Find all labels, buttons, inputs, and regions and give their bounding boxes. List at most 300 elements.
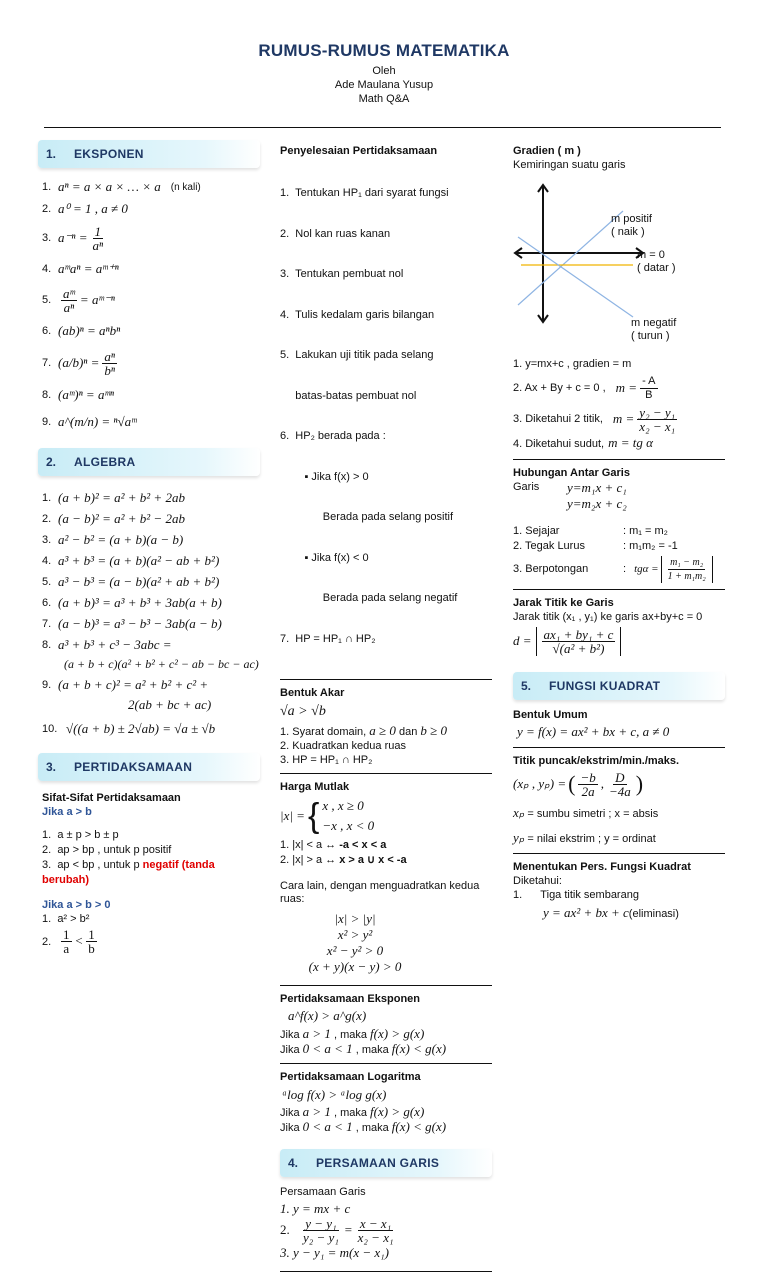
rule-value: : [623, 563, 627, 576]
page-title: RUMUS-RUMUS MATEMATIKA [258, 41, 510, 60]
formula: (xₚ , yₚ) = [513, 776, 567, 792]
fraction [301, 1217, 341, 1244]
item-number: 8. [42, 638, 52, 651]
fraction [61, 928, 72, 955]
denominator: x₂ − x₁ [357, 1229, 394, 1245]
akar-steps [280, 724, 492, 767]
case-item [42, 858, 260, 888]
divider [513, 747, 725, 748]
case-label: , maka [352, 1122, 392, 1135]
case-item [42, 843, 260, 858]
case-label: Jika [280, 1029, 303, 1042]
formula: aⁿ = a × a × … × a [58, 178, 161, 194]
fraction [90, 225, 105, 252]
formula: (a + b)³ = a³ + b³ + 3ab(a + b) [58, 595, 222, 611]
item-number: 2. [42, 843, 52, 856]
step-text: 6. HP₂ berada pada : [280, 430, 386, 443]
subsection-title: Pertidaksamaan Logaritma [280, 1071, 421, 1084]
item-number: 7. [42, 618, 52, 631]
fraction [666, 556, 708, 583]
rule-label: 3. Berpotongan [513, 563, 589, 576]
denominator: b [88, 941, 95, 957]
formula: x² − y² > 0 [326, 943, 384, 959]
label-positive [611, 213, 652, 239]
section-header-persamaan-garis [280, 1149, 492, 1177]
formula: a > 1 [302, 1026, 331, 1042]
formula: y = ax² + bx + c [543, 904, 629, 920]
case-label: Jika [280, 1122, 303, 1135]
algebra-item [42, 675, 260, 695]
formula: f(x) < g(x) [391, 1119, 447, 1135]
formula: y=m₂x + c₂ [567, 496, 627, 512]
item-number: 3. [42, 231, 52, 244]
eksponen-item [42, 382, 260, 408]
subsection-desc: Jarak titik (x₁ , y₁) ke garis ax+by+c = 0 [513, 611, 703, 624]
formula: a^(m/n) = ⁿ√aᵐ [58, 413, 137, 429]
algebra-item [42, 572, 260, 593]
eksponen-item [42, 344, 260, 382]
formula: y = f(x) = ax² + bx + c, a ≠ 0 [517, 724, 670, 740]
algebra-item [42, 509, 260, 530]
divider [280, 1063, 492, 1064]
label-negative [631, 317, 676, 343]
item-number: 9. [42, 415, 52, 428]
absolute-value [536, 627, 622, 656]
rule-formula: x > a ∪ x < -a [339, 854, 407, 867]
denominator: 2a [581, 784, 595, 800]
step-text: ▪ Jika f(x) > 0 [280, 470, 369, 483]
mutlak-definition [280, 796, 492, 836]
pertidaksamaan-content [38, 791, 260, 955]
numerator: −b [580, 770, 596, 786]
rule-value: : m₁m₂ = -1 [623, 540, 678, 553]
section-header-pertidaksamaan [38, 753, 260, 781]
rule-label: 1. |x| < a ↔ [280, 839, 340, 852]
paren-open: ( [568, 771, 576, 797]
denominator: y₂ − y₁ [303, 1229, 339, 1245]
denominator: −4a [608, 784, 631, 800]
subsection-title: Pertidaksamaan Eksponen [280, 993, 421, 1006]
eksp-cases [280, 1027, 492, 1057]
denominator: aⁿ [63, 299, 75, 315]
section-title: FUNGSI KUADRAT [549, 678, 661, 693]
algebra-item-continued [42, 695, 260, 715]
numerator: aᵐ [63, 285, 75, 301]
column-3 [513, 144, 725, 921]
item-number: 2. [280, 1221, 290, 1237]
rule-label: 2. |x| > a ↔ [280, 854, 340, 867]
item-number: 2. [42, 935, 52, 948]
author-name: Ade Maulana Yusup [334, 79, 434, 92]
desc-text: = sumbu simetri ; x = absis [524, 807, 659, 820]
paren-close: ) [635, 771, 644, 797]
item-number: 2. [42, 513, 52, 526]
label-text: ( datar ) [637, 261, 676, 274]
subsection-desc: Kemiringan suatu garis [513, 159, 626, 172]
item-text: 1. Tiga titik sembarang [513, 889, 639, 902]
label-text: Garis [513, 481, 540, 494]
positive-slope-line [518, 211, 623, 305]
subsection-title: Titik puncak/ekstrim/min./maks. [513, 754, 680, 767]
subsection-title: Penyelesaian Pertidaksamaan [280, 145, 438, 157]
step-text: ▪ Jika f(x) < 0 [280, 551, 369, 564]
divider [513, 853, 725, 854]
algebra-item [42, 593, 260, 614]
cases [322, 796, 374, 836]
page-header [0, 40, 768, 106]
mutlak-rules [280, 838, 492, 868]
section-title: PERTIDAKSAMAAN [74, 760, 193, 774]
numerator: y − y₁ [305, 1215, 337, 1231]
step-text: batas-batas pembuat nol [280, 389, 417, 402]
eksponen-item [42, 282, 260, 318]
formula-note: (n kali) [170, 181, 201, 193]
denominator: aⁿ [92, 237, 104, 253]
formula: f(x) < g(x) [391, 1041, 447, 1057]
formula: 3. y − y₁ = m(x − x₁) [280, 1244, 389, 1260]
step-text: 3. HP = HP₁ ∩ HP₂ [280, 753, 373, 766]
formula: (a/b)ⁿ = [58, 354, 100, 370]
subsection-title: Persamaan Garis [280, 1186, 366, 1199]
subsection-title: Jarak Titik ke Garis [513, 597, 614, 610]
step-text: 2. Kuadratkan kedua ruas [280, 739, 406, 752]
formula: m = tg α [608, 435, 653, 451]
formula: a ≥ 0 [369, 722, 396, 738]
fraction [640, 375, 657, 402]
step-label: 1. Syarat domain, [280, 725, 370, 738]
formula: x² > y² [337, 927, 373, 943]
label-text: m = 0 [637, 248, 665, 261]
item-number: 4. [42, 262, 52, 275]
numerator: 1 [63, 927, 70, 943]
case-text [280, 1105, 492, 1120]
case-label: Jika a > b [42, 806, 92, 819]
section-title: ALGEBRA [74, 455, 136, 469]
denominator: a [63, 941, 70, 957]
formula: m = [612, 410, 635, 426]
section-header-eksponen [38, 140, 260, 168]
item-number: 7. [42, 356, 52, 369]
denominator: B [645, 388, 653, 401]
item-number: 5. [42, 293, 52, 306]
numerator: m₁ − m₂ [670, 557, 704, 569]
numerator: D [615, 770, 625, 786]
item-text: a ± p > b ± p [57, 828, 119, 841]
numerator: 1 [88, 927, 95, 943]
hubungan-lines [513, 480, 725, 512]
penyelesaian-steps [280, 160, 492, 673]
formula: a⁻ⁿ = [58, 229, 88, 245]
fraction [578, 771, 597, 798]
formula: (aᵐ)ⁿ = aᵐⁿ [58, 386, 114, 402]
step-text: 7. HP = HP₁ ∩ HP₂ [280, 632, 376, 645]
fraction [86, 928, 97, 955]
section-number: 4. [288, 1156, 299, 1171]
item-number: 9. [42, 678, 52, 691]
formula: f(x) > g(x) [370, 1104, 425, 1120]
fraction [61, 287, 77, 314]
item-number: 2. [42, 202, 52, 215]
label-zero [637, 249, 676, 275]
item-number: 8. [42, 388, 52, 401]
rule-value: : m₁ = m₂ [623, 525, 668, 538]
subsection-title: Sifat-Sifat Pertidaksamaan [42, 792, 181, 804]
note-text: Cara lain, dengan menguadratkan kedua ruas: [280, 880, 480, 906]
formula: 2(ab + bc + ac) [128, 696, 212, 712]
gradien-rule [513, 375, 725, 402]
divider [513, 589, 725, 590]
case-text [280, 1120, 492, 1135]
formula: (a − b)³ = a³ − b³ − 3ab(a − b) [58, 616, 222, 632]
subsection-title: Gradien ( m ) [513, 145, 581, 157]
gradien-diagram [513, 177, 713, 342]
case-label: Jika a > b > 0 [42, 898, 111, 911]
formula: d = [513, 632, 532, 648]
eksponen-item [42, 176, 260, 198]
numerator: x − x₁ [359, 1215, 392, 1231]
formula: b ≥ 0 [420, 722, 448, 738]
negative-slope-line [518, 237, 633, 317]
step-text: 1. Tentukan HP₁ dari syarat fungsi [280, 187, 449, 200]
step-text: 2. Nol kan ruas kanan [280, 227, 391, 240]
hubungan-rules [513, 524, 725, 583]
yp-desc [513, 830, 725, 847]
section-number: 5. [521, 678, 532, 693]
absolute-value [661, 556, 713, 583]
rule-row [513, 539, 725, 554]
formula: f(x) > g(x) [370, 1026, 425, 1042]
subsection-title: Menentukan Pers. Fungsi Kuadrat [513, 860, 691, 873]
rule-label: 4. Diketahui sudut, [513, 437, 605, 450]
rule-formula: -a < x < a [339, 839, 387, 852]
formula: m = [615, 379, 638, 395]
denominator: x₂ − x₁ [639, 418, 676, 434]
divider [280, 773, 492, 774]
comma: , [600, 776, 604, 792]
label-text: m negatif [631, 316, 677, 329]
section-title: PERSAMAAN GARIS [316, 1156, 440, 1171]
formula: √a > √b [280, 703, 326, 719]
item-number: 6. [42, 597, 52, 610]
rule-label: 2. Ax + By + c = 0 , [513, 382, 606, 395]
column-1 [38, 140, 260, 955]
formula: a^f(x) > a^g(x) [288, 1008, 367, 1024]
xp-desc [513, 805, 725, 822]
jarak-formula [513, 627, 725, 656]
subsection-title: Harga Mutlak [280, 780, 350, 793]
case-item [42, 928, 260, 955]
numerator: y₂ − y₁ [639, 404, 676, 420]
desc-text: = nilai ekstrim ; y = ordinat [524, 832, 656, 845]
fraction [356, 1217, 396, 1244]
eksponen-list [38, 176, 260, 436]
squaring-steps [280, 911, 430, 975]
algebra-item [42, 530, 260, 551]
item-number: 10. [42, 722, 58, 735]
formula: a² − b² = (a + b)(a − b) [58, 532, 184, 548]
gradien-rule [513, 406, 725, 433]
warning-text: negatif (tanda berubah) [42, 858, 215, 886]
formula: y=m₁x + c₁ [567, 480, 627, 496]
step-text: 3. Tentukan pembuat nol [280, 268, 404, 281]
formula: 0 < a < 1 [302, 1041, 353, 1057]
rule-label: 1. Sejajar [513, 525, 560, 538]
label-text: ( naik ) [611, 225, 645, 238]
equals-sign: = [343, 1221, 353, 1237]
section-number: 3. [46, 760, 57, 774]
formula: |x| = [280, 807, 305, 823]
algebra-item [42, 551, 260, 572]
step-text: Berada pada selang negatif [280, 592, 458, 605]
formula-row [280, 1217, 492, 1244]
denominator: bⁿ [104, 362, 115, 378]
step-label: dan [395, 725, 421, 738]
item-text: ap < bp , untuk p [57, 858, 143, 871]
by-label: Oleh [372, 65, 396, 78]
eksponen-item [42, 408, 260, 436]
section-number: 1. [46, 147, 57, 161]
subsection-title: Hubungan Antar Garis [513, 466, 630, 479]
puncak-formula [513, 770, 725, 799]
formula: (a + b + c)² = a² + b² + c² + [58, 676, 209, 692]
algebra-item-continued [42, 655, 260, 675]
formula: (ab)ⁿ = aⁿbⁿ [58, 322, 121, 338]
fraction [637, 406, 677, 433]
step-text: 4. Tulis kedalam garis bilangan [280, 308, 435, 321]
step-text: 5. Lakukan uji titik pada selang [280, 349, 434, 362]
formula: a³ + b³ + c³ − 3abc = [58, 636, 172, 652]
header-divider [44, 127, 721, 128]
step-text: Berada pada selang positif [280, 511, 454, 524]
formula: ᵃlog f(x) > ᵃlog g(x) [282, 1086, 387, 1102]
numerator: 1 [94, 223, 102, 239]
case-label: Jika [280, 1044, 303, 1057]
formula: 1. y = mx + c [280, 1200, 351, 1216]
gradien-rule [513, 435, 725, 453]
rule-row [513, 524, 725, 539]
formula: a⁰ = 1 , a ≠ 0 [58, 200, 128, 216]
denominator: 1 + m₁m₂ [667, 571, 706, 583]
eliminasi-row [543, 905, 725, 922]
algebra-list [38, 488, 260, 743]
item-number: 1. [42, 912, 52, 925]
fraction [607, 771, 633, 798]
divider [513, 459, 725, 460]
item-number: 3. [42, 534, 52, 547]
formula: (x + y)(x − y) > 0 [308, 959, 402, 975]
item-number: 4. [42, 555, 52, 568]
case-formula: −x , x < 0 [322, 818, 375, 834]
gradien-rule: 1. y=mx+c , gradien = m [513, 357, 632, 370]
item-number: 1. [42, 180, 52, 193]
symbol: yₚ [513, 829, 525, 845]
fraction [542, 628, 616, 655]
formula: aᵐaⁿ = aᵐ⁺ⁿ [58, 260, 119, 276]
label-text: m positif [611, 212, 652, 225]
case-formula: x , x ≥ 0 [322, 798, 364, 814]
fraction [102, 350, 117, 377]
log-cases [280, 1105, 492, 1135]
formula: = aᵐ⁻ⁿ [79, 291, 115, 307]
rule-text [280, 838, 492, 853]
eksponen-item [42, 318, 260, 344]
item-number: 1. [42, 828, 52, 841]
case-text [280, 1042, 492, 1057]
subsection-title: Bentuk Akar [280, 687, 345, 700]
eksponen-item [42, 198, 260, 220]
section-header-algebra [38, 448, 260, 476]
symbol: xₚ [513, 804, 525, 820]
algebra-item [42, 614, 260, 635]
formula: √((a + b) ± 2√ab) = √a ± √b [66, 720, 216, 736]
divider [280, 679, 492, 680]
case1-list [42, 828, 260, 888]
algebra-item [42, 488, 260, 509]
eksponen-item [42, 220, 260, 256]
formula: (a + b + c)(a² + b² + c² − ab − bc − ac) [64, 657, 259, 672]
item-number: 6. [42, 324, 52, 337]
item-number: 5. [42, 576, 52, 589]
subsection-title: Bentuk Umum [513, 708, 588, 721]
rule-row [513, 556, 725, 583]
item-text: a² > b² [57, 912, 90, 925]
operator: < [74, 933, 84, 949]
formula: a³ − b³ = (a − b)(a² + ab + b²) [58, 574, 220, 590]
algebra-item [42, 635, 260, 655]
divider [280, 985, 492, 986]
case-label: , maka [330, 1029, 371, 1042]
eksponen-item [42, 256, 260, 282]
formula: |x| > |y| [334, 911, 376, 927]
organization: Math Q&A [358, 93, 410, 106]
section-header-fungsi-kuadrat [513, 672, 725, 700]
divider [280, 1271, 492, 1272]
formula: (a − b)² = a² + b² − 2ab [58, 511, 185, 527]
formula: a > 1 [302, 1104, 331, 1120]
section-title: EKSPONEN [74, 147, 144, 161]
gradien-graph [513, 177, 713, 327]
item-number: 3. [42, 858, 52, 871]
formula: tgα = [634, 563, 659, 576]
formula: 0 < a < 1 [302, 1119, 353, 1135]
case-label: , maka [330, 1107, 371, 1120]
case-label: , maka [352, 1044, 392, 1057]
case-text [280, 1027, 492, 1042]
section-number: 2. [46, 455, 57, 469]
rule-text [280, 853, 492, 868]
rule-label: 3. Diketahui 2 titik, [513, 413, 603, 426]
item-text: ap > bp , untuk p positif [57, 843, 172, 856]
rule-label: 2. Tegak Lurus [513, 540, 585, 553]
denominator: √(a² + b²) [552, 640, 605, 656]
numerator: ax₁ + by₁ + c [543, 626, 614, 642]
brace-symbol: { [307, 797, 320, 836]
subsection-desc: Diketahui: [513, 874, 562, 887]
numerator: aⁿ [104, 348, 115, 364]
column-2 [280, 144, 492, 1278]
case-item [42, 828, 260, 843]
case-label: Jika [280, 1107, 303, 1120]
numerator: - A [642, 374, 656, 387]
formula: a³ + b³ = (a + b)(a² − ab + b²) [58, 553, 220, 569]
case-item [42, 912, 260, 926]
line-equations [567, 480, 627, 512]
algebra-item [42, 715, 260, 743]
formula: (a + b)² = a² + b² + 2ab [58, 490, 185, 506]
label-text: ( turun ) [631, 329, 670, 342]
step-text [280, 724, 492, 739]
item-number: 1. [42, 492, 52, 505]
